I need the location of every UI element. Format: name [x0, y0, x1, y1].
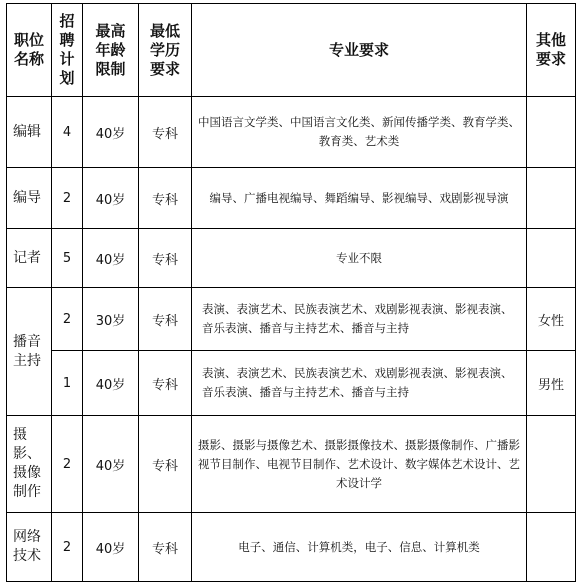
- other-requirement: [527, 229, 576, 288]
- max-age: 40岁: [83, 416, 139, 513]
- other-requirement: 女性: [527, 288, 576, 351]
- position-name: 编辑: [7, 97, 52, 168]
- major-requirement: 表演、表演艺术、民族表演艺术、戏剧影视表演、影视表演、音乐表演、播音与主持艺术、播音与主持: [192, 288, 527, 351]
- max-age: 40岁: [83, 97, 139, 168]
- max-age: 40岁: [83, 513, 139, 582]
- major-requirement: 摄影、摄影与摄像艺术、摄影摄像技术、摄影摄像制作、广播影视节目制作、电视节目制作、艺术设计、数字媒体艺术设计、艺术设计学: [192, 416, 527, 513]
- position-name: 编导: [7, 168, 52, 229]
- header-other-requirement: 其他要求: [527, 4, 576, 97]
- table-row: [7, 416, 576, 513]
- other-requirement: [527, 168, 576, 229]
- recruitment-table: [6, 3, 576, 582]
- other-requirement: [527, 97, 576, 168]
- major-requirement: 表演、表演艺术、民族表演艺术、戏剧影视表演、影视表演、音乐表演、播音与主持艺术、播音与主持: [192, 351, 527, 416]
- other-requirement: [527, 513, 576, 582]
- other-requirement: [527, 416, 576, 513]
- min-education: 专科: [139, 97, 192, 168]
- other-requirement: 男性: [527, 351, 576, 416]
- position-name: 记者: [7, 229, 52, 288]
- header-position-name: 职位名称: [7, 4, 52, 97]
- recruit-plan: 2: [52, 416, 83, 513]
- max-age: 40岁: [83, 168, 139, 229]
- table-row: [7, 97, 576, 168]
- table-row: [7, 229, 576, 288]
- min-education: 专科: [139, 168, 192, 229]
- min-education: 专科: [139, 288, 192, 351]
- recruit-plan: 1: [52, 351, 83, 416]
- min-education: 专科: [139, 351, 192, 416]
- recruit-plan: 2: [52, 513, 83, 582]
- max-age: 40岁: [83, 229, 139, 288]
- header-major-requirement: 专业要求: [192, 4, 527, 97]
- max-age: 30岁: [83, 288, 139, 351]
- recruit-plan: 2: [52, 288, 83, 351]
- min-education: 专科: [139, 229, 192, 288]
- position-name: 网络技术: [7, 513, 52, 582]
- position-name: 摄影、摄像制作: [7, 416, 52, 513]
- header-max-age: 最高年龄限制: [83, 4, 139, 97]
- major-requirement: 编导、广播电视编导、舞蹈编导、影视编导、戏剧影视导演: [192, 168, 527, 229]
- major-requirement: 专业不限: [192, 229, 527, 288]
- header-min-education: 最低学历要求: [139, 4, 192, 97]
- table-row: [7, 351, 576, 416]
- major-requirement: 电子、通信、计算机类，电子、信息、计算机类: [192, 513, 527, 582]
- major-requirement: 中国语言文学类、中国语言文化类、新闻传播学类、教育学类、教育类、艺术类: [192, 97, 527, 168]
- header-recruit-plan: 招聘计划: [52, 4, 83, 97]
- recruit-plan: 4: [52, 97, 83, 168]
- table-row: [7, 513, 576, 582]
- table-row: [7, 288, 576, 351]
- min-education: 专科: [139, 416, 192, 513]
- min-education: 专科: [139, 513, 192, 582]
- table-row: [7, 168, 576, 229]
- header-row: [7, 4, 576, 97]
- position-name: 播音主持: [7, 288, 52, 416]
- recruit-plan: 5: [52, 229, 83, 288]
- max-age: 40岁: [83, 351, 139, 416]
- recruit-plan: 2: [52, 168, 83, 229]
